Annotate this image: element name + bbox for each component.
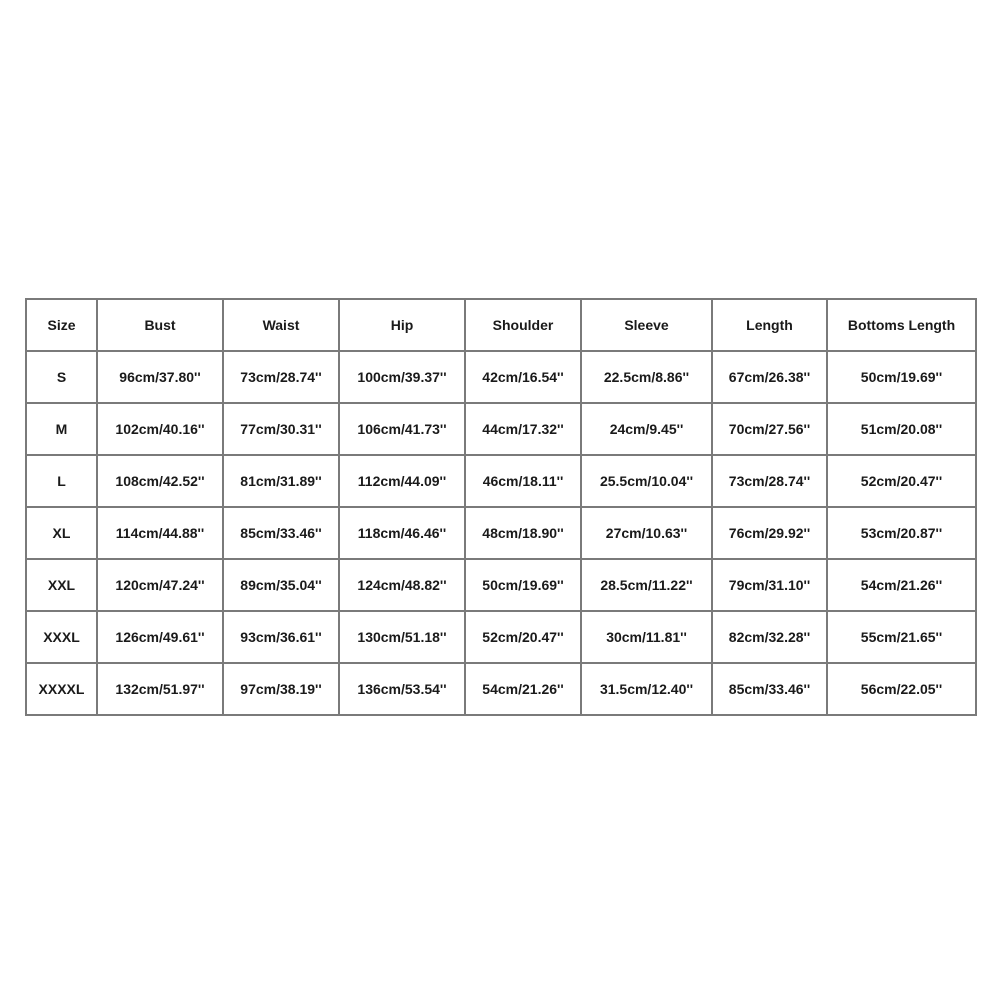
- header-bottoms-length: Bottoms Length: [827, 299, 976, 351]
- cell-shoulder: 46cm/18.11'': [465, 455, 581, 507]
- header-hip: Hip: [339, 299, 465, 351]
- cell-bottoms-length: 51cm/20.08'': [827, 403, 976, 455]
- cell-bottoms-length: 50cm/19.69'': [827, 351, 976, 403]
- header-row: [26, 299, 976, 351]
- cell-sleeve: 31.5cm/12.40'': [581, 663, 712, 715]
- cell-length: 79cm/31.10'': [712, 559, 827, 611]
- cell-length: 67cm/26.38'': [712, 351, 827, 403]
- cell-shoulder: 48cm/18.90'': [465, 507, 581, 559]
- cell-length: 73cm/28.74'': [712, 455, 827, 507]
- cell-bottoms-length: 53cm/20.87'': [827, 507, 976, 559]
- cell-waist: 89cm/35.04'': [223, 559, 339, 611]
- cell-size: XXXL: [26, 611, 97, 663]
- cell-shoulder: 44cm/17.32'': [465, 403, 581, 455]
- cell-waist: 85cm/33.46'': [223, 507, 339, 559]
- table-row: [26, 559, 976, 611]
- cell-bottoms-length: 54cm/21.26'': [827, 559, 976, 611]
- cell-bust: 96cm/37.80'': [97, 351, 223, 403]
- cell-hip: 100cm/39.37'': [339, 351, 465, 403]
- cell-hip: 118cm/46.46'': [339, 507, 465, 559]
- header-waist: Waist: [223, 299, 339, 351]
- cell-waist: 73cm/28.74'': [223, 351, 339, 403]
- cell-sleeve: 25.5cm/10.04'': [581, 455, 712, 507]
- size-chart-table: [25, 298, 977, 716]
- cell-size: L: [26, 455, 97, 507]
- cell-length: 76cm/29.92'': [712, 507, 827, 559]
- cell-waist: 93cm/36.61'': [223, 611, 339, 663]
- table-row: [26, 351, 976, 403]
- cell-waist: 97cm/38.19'': [223, 663, 339, 715]
- cell-bottoms-length: 55cm/21.65'': [827, 611, 976, 663]
- header-size: Size: [26, 299, 97, 351]
- cell-size: XL: [26, 507, 97, 559]
- header-shoulder: Shoulder: [465, 299, 581, 351]
- table-row: [26, 663, 976, 715]
- cell-length: 82cm/32.28'': [712, 611, 827, 663]
- header-bust: Bust: [97, 299, 223, 351]
- header-length: Length: [712, 299, 827, 351]
- cell-sleeve: 28.5cm/11.22'': [581, 559, 712, 611]
- cell-waist: 77cm/30.31'': [223, 403, 339, 455]
- cell-hip: 136cm/53.54'': [339, 663, 465, 715]
- cell-hip: 112cm/44.09'': [339, 455, 465, 507]
- cell-waist: 81cm/31.89'': [223, 455, 339, 507]
- cell-shoulder: 52cm/20.47'': [465, 611, 581, 663]
- cell-sleeve: 24cm/9.45'': [581, 403, 712, 455]
- table-row: [26, 611, 976, 663]
- cell-bust: 132cm/51.97'': [97, 663, 223, 715]
- header-sleeve: Sleeve: [581, 299, 712, 351]
- cell-bottoms-length: 56cm/22.05'': [827, 663, 976, 715]
- cell-bust: 126cm/49.61'': [97, 611, 223, 663]
- cell-hip: 124cm/48.82'': [339, 559, 465, 611]
- cell-sleeve: 30cm/11.81'': [581, 611, 712, 663]
- cell-bottoms-length: 52cm/20.47'': [827, 455, 976, 507]
- cell-hip: 106cm/41.73'': [339, 403, 465, 455]
- cell-shoulder: 42cm/16.54'': [465, 351, 581, 403]
- table-row: [26, 455, 976, 507]
- cell-length: 70cm/27.56'': [712, 403, 827, 455]
- cell-size: XXL: [26, 559, 97, 611]
- table-row: [26, 507, 976, 559]
- cell-size: M: [26, 403, 97, 455]
- cell-size: S: [26, 351, 97, 403]
- cell-bust: 114cm/44.88'': [97, 507, 223, 559]
- cell-length: 85cm/33.46'': [712, 663, 827, 715]
- cell-bust: 108cm/42.52'': [97, 455, 223, 507]
- cell-hip: 130cm/51.18'': [339, 611, 465, 663]
- cell-bust: 120cm/47.24'': [97, 559, 223, 611]
- cell-size: XXXXL: [26, 663, 97, 715]
- cell-sleeve: 22.5cm/8.86'': [581, 351, 712, 403]
- cell-sleeve: 27cm/10.63'': [581, 507, 712, 559]
- cell-shoulder: 54cm/21.26'': [465, 663, 581, 715]
- table-row: [26, 403, 976, 455]
- cell-bust: 102cm/40.16'': [97, 403, 223, 455]
- cell-shoulder: 50cm/19.69'': [465, 559, 581, 611]
